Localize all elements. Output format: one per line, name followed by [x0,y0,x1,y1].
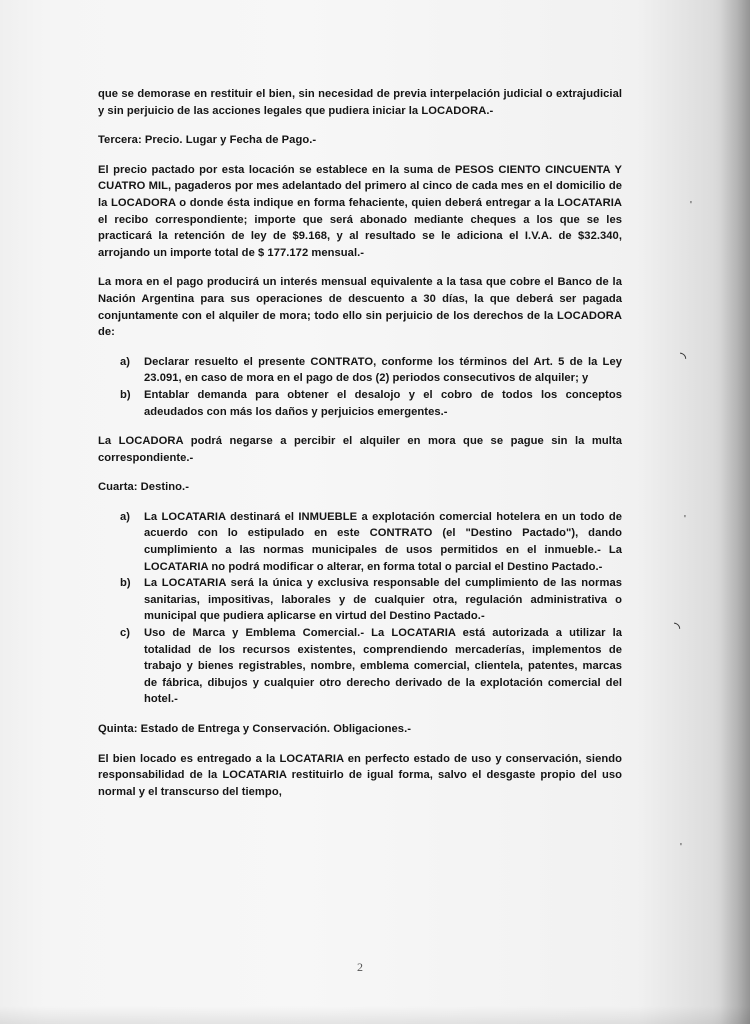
list-item-text: Uso de Marca y Emblema Comercial.- La LOCATARIA está autorizada a utilizar la totalidad de los recursos existentes, comprendiendo mercaderías, implementos de trabajo y bienes registrables, nombre, emblema comercial, clientela, patentes, marcas de fábrica, dibujos y cualquier otro derecho derivado de la explotación comercial del hotel.- [144,627,622,706]
list-marker: b) [120,577,131,590]
scan-speck: ' [680,842,682,853]
document-body [98,86,622,800]
paragraph-percibir: La LOCADORA podrá negarse a percibir el alquiler en mora que se pague sin la multa correspondiente.- [98,435,622,464]
list-marker: a) [120,510,131,523]
heading-quinta: Quinta: Estado de Entrega y Conservación. Obligaciones.- [98,723,412,735]
list-item [98,575,622,625]
heading-tercera: Tercera: Precio. Lugar y Fecha de Pago.- [98,134,317,147]
list-item [98,387,622,420]
list-item-text: La LOCATARIA será la única y exclusiva responsable del cumplimiento de las normas sanitarias, impositivas, laborales y de cualquier otra, regulación administrativa o municipal que pudiera aplicarse en virtud del Destino Pactado.- [144,577,622,623]
page-edge-shadow [720,0,750,1024]
mora-list [98,354,622,420]
page-bottom-shadow [0,1006,750,1024]
scan-speck: ' [684,514,686,525]
paragraph-intro: que se demorase en restituir el bien, sin necesidad de previa interpelación judicial o extrajudicial y sin perjuicio de las acciones legales que pudiera iniciar la LOCADORA.- [98,88,622,117]
list-item [98,354,622,387]
destino-list [98,509,622,708]
paragraph-precio: El precio pactado por esta locación se establece en la suma de PESOS CIENTO CINCUENTA Y CUATRO MIL, pagaderos por mes adelantado del primero al cinco de cada mes en el domicilio de la LOCADORA o donde ésta indique en forma fehaciente, quien deberá entregar a la LOCATARIA el recibo correspondiente; importe que será abonado mediante cheques a los que se les practicará la retención de ley de $9.168, y al resultado se le adiciona el I.V.A. de $32.340, arrojando un importe total de $ 177.172 mensual.- [98,163,622,259]
list-item-text: Declarar resuelto el presente CONTRATO, conforme los términos del Art. 5 de la Ley 23.091, en caso de mora en el pago de dos (2) periodos consecutivos de alquiler; y [144,355,622,385]
list-item-text: La LOCATARIA destinará el INMUEBLE a explotación comercial hotelera en un todo de acuerdo con lo estipulado en este CONTRATO (el "Destino Pactado"), dando cumplimiento a las normas municipales de usos permitidos en el inmueble.- La LOCATARIA no podrá modificar o alterar, en forma total o parcial el Destino Pactado.- [144,510,622,573]
list-marker: b) [120,388,131,401]
paragraph-mora: La mora en el pago producirá un interés mensual equivalente a la tasa que cobre el Banco de la Nación Argentina para sus operaciones de descuento a 30 días, la que deberá ser pagada conjuntamente con el alquiler de mora; todo ello sin perjuicio de los derechos de la LOCADORA de: [98,276,622,339]
list-item [98,509,622,575]
list-marker: c) [120,627,131,640]
scan-speck: ◝ [674,620,681,637]
list-item [98,625,622,708]
scan-speck: ◝ [680,350,687,367]
heading-cuarta: Cuarta: Destino.- [98,481,189,494]
scan-speck: ' [690,200,692,211]
list-item-text: Entablar demanda para obtener el desalojo y el cobro de todos los conceptos adeudados con más los daños y perjuicios emergentes.- [144,388,622,418]
paragraph-quinta: El bien locado es entregado a la LOCATARIA en perfecto estado de uso y conservación, siendo responsabilidad de la LOCATARIA restituirlo de igual forma, salvo el desgaste propio del uso normal y el transcurso del tiempo, [98,752,622,798]
list-marker: a) [120,355,131,368]
page-number: 2 [357,960,363,974]
